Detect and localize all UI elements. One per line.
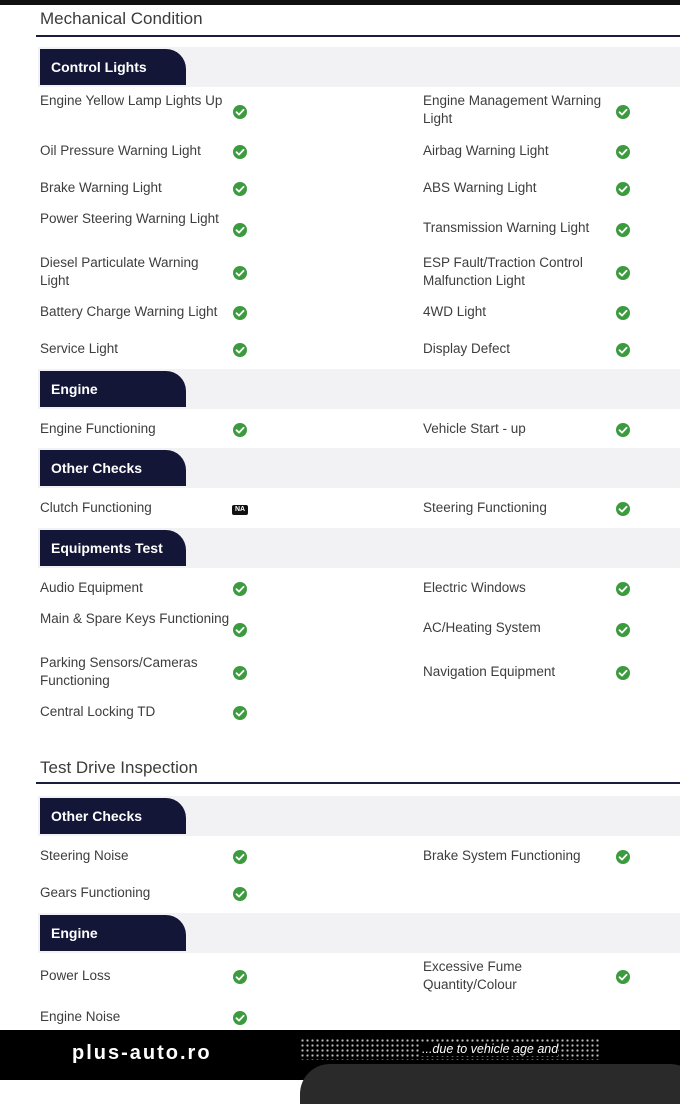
check-icon (616, 182, 630, 196)
check-icon (233, 306, 247, 320)
item-label: Central Locking TD (40, 704, 156, 719)
item-label: Engine Yellow Lamp Lights Up (40, 93, 223, 108)
item-label: Gears Functioning (40, 885, 151, 900)
group-tab-other-checks: Other Checks (40, 798, 186, 834)
check-icon (233, 582, 247, 596)
item-label: AC/Heating System (423, 620, 541, 635)
check-icon (233, 850, 247, 864)
item-label: Oil Pressure Warning Light (40, 143, 201, 158)
check-icon (233, 105, 247, 119)
item-label: ABS Warning Light (423, 180, 537, 195)
item-label: Engine Management Warning Light (423, 93, 602, 126)
item-label: Parking Sensors/Cameras Functioning (40, 655, 198, 688)
check-icon (233, 182, 247, 196)
check-icon (233, 1011, 247, 1025)
check-icon (616, 970, 630, 984)
item-label: Battery Charge Warning Light (40, 304, 218, 319)
item-label: Transmission Warning Light (423, 220, 590, 235)
check-icon (616, 502, 630, 516)
section-divider (36, 782, 680, 784)
group-tab-equipments-test: Equipments Test (40, 530, 186, 566)
check-icon (233, 223, 247, 237)
item-label: Vehicle Start - up (423, 421, 526, 436)
section-title: Mechanical Condition (40, 9, 203, 28)
check-icon (616, 223, 630, 237)
item-label: Brake System Functioning (423, 848, 581, 863)
check-icon (616, 266, 630, 280)
item-label: Engine Functioning (40, 421, 156, 436)
item-label: Engine Noise (40, 1009, 121, 1024)
section-title: Test Drive Inspection (40, 758, 198, 777)
check-icon (233, 145, 247, 159)
check-icon (616, 623, 630, 637)
check-icon (233, 887, 247, 901)
item-label: Diesel Particulate Warning Light (40, 255, 199, 288)
top-bar (0, 0, 680, 5)
item-label: Display Defect (423, 341, 511, 356)
item-label: Audio Equipment (40, 580, 143, 595)
item-label: Power Steering Warning Light (40, 211, 219, 226)
na-badge: NA (232, 505, 248, 515)
item-label: Navigation Equipment (423, 664, 556, 679)
check-icon (616, 850, 630, 864)
check-icon (616, 666, 630, 680)
check-icon (233, 266, 247, 280)
item-label: Airbag Warning Light (423, 143, 549, 158)
item-label: Excessive Fume Quantity/Colour (423, 959, 523, 992)
bottom-pill (300, 1064, 680, 1104)
item-label: Service Light (40, 341, 119, 356)
check-icon (233, 706, 247, 720)
check-icon (616, 306, 630, 320)
check-icon (233, 623, 247, 637)
group-tab-control-lights: Control Lights (40, 49, 186, 85)
check-icon (233, 970, 247, 984)
section-divider (36, 35, 680, 37)
item-label: Brake Warning Light (40, 180, 162, 195)
item-label: Steering Noise (40, 848, 129, 863)
footer-note (300, 1038, 600, 1060)
check-icon (233, 666, 247, 680)
check-icon (233, 423, 247, 437)
brand-logo-text: plus-auto.ro (72, 1042, 212, 1064)
check-icon (616, 105, 630, 119)
item-label: ESP Fault/Traction Control Malfunction Light (423, 255, 583, 288)
item-label: 4WD Light (423, 304, 487, 319)
group-tab-engine: Engine (40, 915, 186, 951)
item-label: Power Loss (40, 968, 111, 983)
item-label: Electric Windows (423, 580, 526, 595)
item-label: Main & Spare Keys Functioning (40, 611, 230, 626)
footer-note-text: ...due to vehicle age and (420, 1042, 558, 1078)
check-icon (616, 582, 630, 596)
check-icon (616, 423, 630, 437)
check-icon (616, 145, 630, 159)
check-icon (233, 343, 247, 357)
group-tab-other-checks: Other Checks (40, 450, 186, 486)
group-tab-engine: Engine (40, 371, 186, 407)
item-label: Clutch Functioning (40, 500, 152, 515)
item-label: Steering Functioning (423, 500, 547, 515)
check-icon (616, 343, 630, 357)
footer-banner (0, 1030, 680, 1080)
